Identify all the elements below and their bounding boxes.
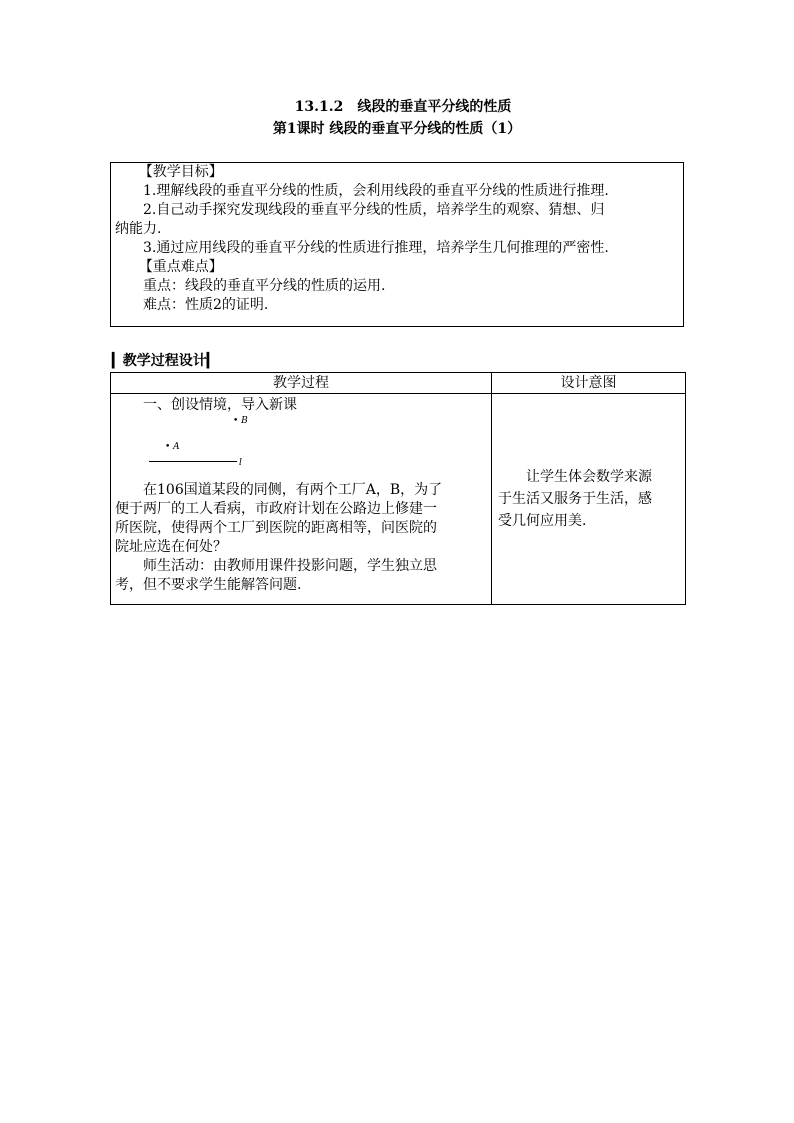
goal-2: 2.自己动手探究发现线段的垂直平分线的性质，培养学生的观察、猜想、归: [143, 202, 605, 218]
table-header-row: [111, 373, 686, 394]
problem-line-1: 在106国道某段的同侧，有两个工厂A，B，为了: [143, 482, 443, 498]
intent-cell: [492, 394, 686, 605]
line-l-label: l: [239, 458, 242, 468]
problem-line-2: 便于两厂的工人看病，市政府计划在公路边上修建一: [115, 501, 437, 517]
section-heading-text: 教学过程设计: [122, 353, 207, 369]
goal-1: 1.理解线段的垂直平分线的性质，会利用线段的垂直平分线的性质进行推理.: [143, 183, 609, 199]
activity-line-2: 考，但不要求学生能解答问题.: [115, 577, 302, 593]
table-row: [111, 394, 686, 605]
document-title: [0, 96, 794, 140]
intent-line-3: 受几何应用美.: [498, 513, 587, 529]
point-b-label: • B: [233, 416, 248, 426]
point-a-label: • A: [165, 442, 180, 452]
goal-heading: 【教学目标】: [138, 164, 223, 180]
heading-bar-left: ▎: [112, 353, 123, 369]
process-cell: [111, 394, 492, 605]
header-process: 教学过程: [111, 373, 492, 394]
difficulty: 难点：性质2的证明.: [143, 297, 269, 313]
heading-bar-right: ▎: [206, 353, 218, 369]
geometry-figure: [141, 416, 251, 476]
key-heading: 【重点难点】: [138, 259, 223, 275]
key-point: 重点：线段的垂直平分线的性质的运用.: [143, 278, 386, 294]
problem-line-4: 院址应选在何处？: [115, 539, 227, 555]
intent-line-2: 于生活又服务于生活，感: [498, 491, 652, 507]
objectives-box: [110, 162, 684, 327]
goal-3: 3.通过应用线段的垂直平分线的性质进行推理，培养学生几何推理的严密性.: [143, 240, 609, 256]
road-line: [149, 461, 237, 462]
process-table: [110, 372, 686, 605]
section-heading: [112, 352, 218, 370]
intent-line-1: 让学生体会数学来源: [526, 469, 652, 485]
problem-line-3: 所医院，使得两个工厂到医院的距离相等，问医院的: [115, 520, 437, 536]
goal-2-cont: 纳能力.: [115, 221, 162, 237]
title-line-2: 第1课时 线段的垂直平分线的性质（1）: [272, 121, 522, 137]
activity-line-1: 师生活动：由教师用课件投影问题，学生独立思: [143, 558, 437, 574]
title-line-1: 13.1.2 线段的垂直平分线的性质: [294, 99, 512, 115]
header-intent: 设计意图: [492, 373, 686, 394]
step-title: 一、创设情境，导入新课: [143, 397, 297, 413]
